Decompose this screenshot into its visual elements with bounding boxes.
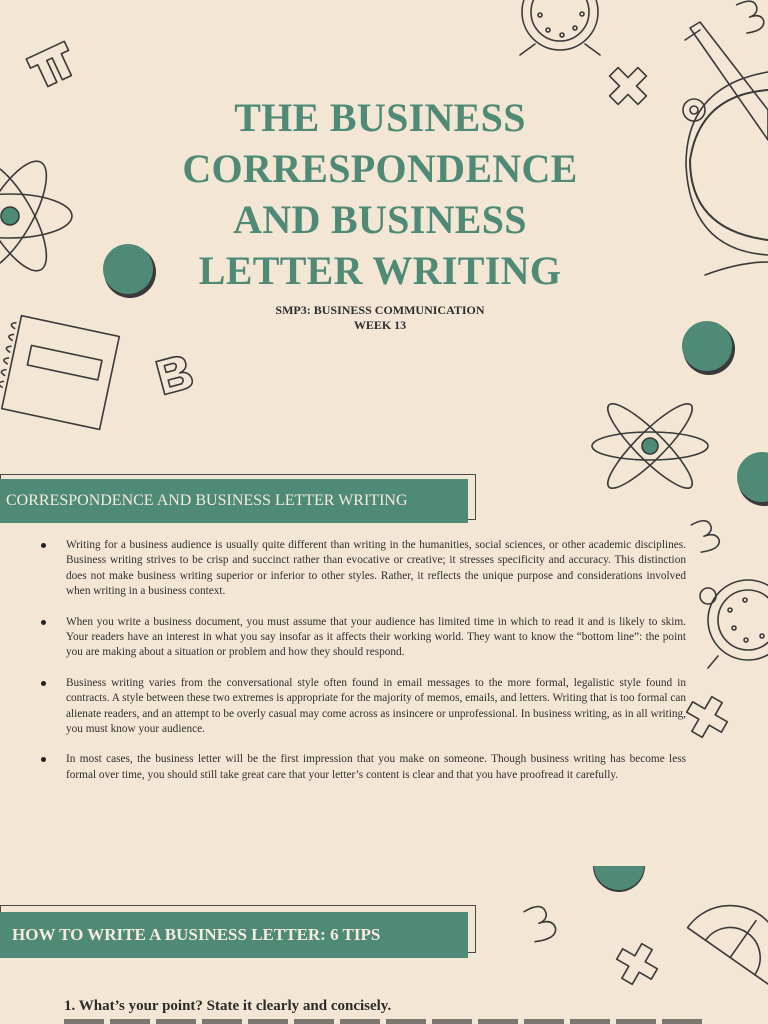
number-3-icon bbox=[691, 517, 721, 553]
bullet-icon bbox=[41, 757, 46, 762]
bullet-icon bbox=[41, 681, 46, 686]
bullet-list bbox=[40, 538, 686, 798]
number-3-icon bbox=[524, 903, 558, 944]
list-item bbox=[40, 752, 686, 783]
atom-icon bbox=[0, 151, 72, 280]
protractor-icon bbox=[688, 885, 768, 987]
number-3-icon bbox=[737, 0, 767, 34]
week-label: WEEK 13 bbox=[353, 318, 407, 332]
title-line: THE BUSINESS bbox=[234, 95, 526, 140]
atom-icon bbox=[592, 395, 708, 497]
microscope-icon bbox=[683, 22, 768, 275]
plus-icon bbox=[680, 690, 735, 745]
section-heading: HOW TO WRITE A BUSINESS LETTER: 6 TIPS bbox=[0, 912, 468, 958]
list-item bbox=[40, 676, 686, 738]
alarm-clock-icon bbox=[700, 580, 768, 668]
section-heading: CORRESPONDENCE AND BUSINESS LETTER WRITING bbox=[0, 479, 468, 523]
cut-off-text bbox=[64, 1019, 704, 1024]
pi-icon bbox=[26, 41, 78, 90]
list-item-text: In most cases, the business letter will be the first impression that you make on someone. Though business writing has become less formal over time, you should still take great care that your letter’s content is clear and that you have proofread it carefully. bbox=[66, 753, 686, 781]
list-item-text: Business writing varies from the conversational style often found in email messages to the more formal, legalistic style found in contracts. A style between these two extremes is appropriate for the majority of memos, emails, and letters. Writing that is too formal can alienate readers, and an attempt to be overly casual may come across as insincere or unprofessional. In business writing, as in all writing, you must know your audience. bbox=[66, 676, 686, 736]
list-item-text: When you write a business document, you must assume that your audience has limited time in which to read it and is likely to skim. Your readers have an interest in what you say insofar as it affects their working world. They want to know the “bottom line”: the point you are making about a situation or problem and how they should respond. bbox=[66, 615, 686, 659]
title-line: LETTER WRITING bbox=[198, 248, 562, 293]
bullet-icon bbox=[41, 620, 46, 625]
page-title bbox=[140, 92, 620, 296]
letter-b-icon bbox=[156, 354, 194, 395]
list-item bbox=[40, 615, 686, 661]
course-name: SMP3: BUSINESS COMMUNICATION bbox=[275, 303, 485, 317]
list-item bbox=[40, 538, 686, 600]
notebook-icon bbox=[0, 314, 119, 429]
title-line: CORRESPONDENCE bbox=[182, 146, 578, 191]
list-item-text: Writing for a business audience is usually quite different than writing in the humanities, social sciences, or other academic disciplines. Business writing strives to be crisp and succinct rather than evocative or creative; it stresses specificity and accuracy. This distinction does not make business writing superior or inferior to other styles. Rather, it reflects the unique purpose and considerations involved when writing in a business context. bbox=[66, 539, 686, 598]
tip-heading: 1. What’s your point? State it clearly and concisely. bbox=[64, 998, 392, 1014]
subtitle bbox=[180, 303, 580, 333]
plus-icon bbox=[610, 937, 665, 992]
alarm-clock-icon bbox=[520, 0, 600, 55]
bullet-icon bbox=[41, 543, 46, 548]
title-line: AND BUSINESS bbox=[233, 197, 527, 242]
